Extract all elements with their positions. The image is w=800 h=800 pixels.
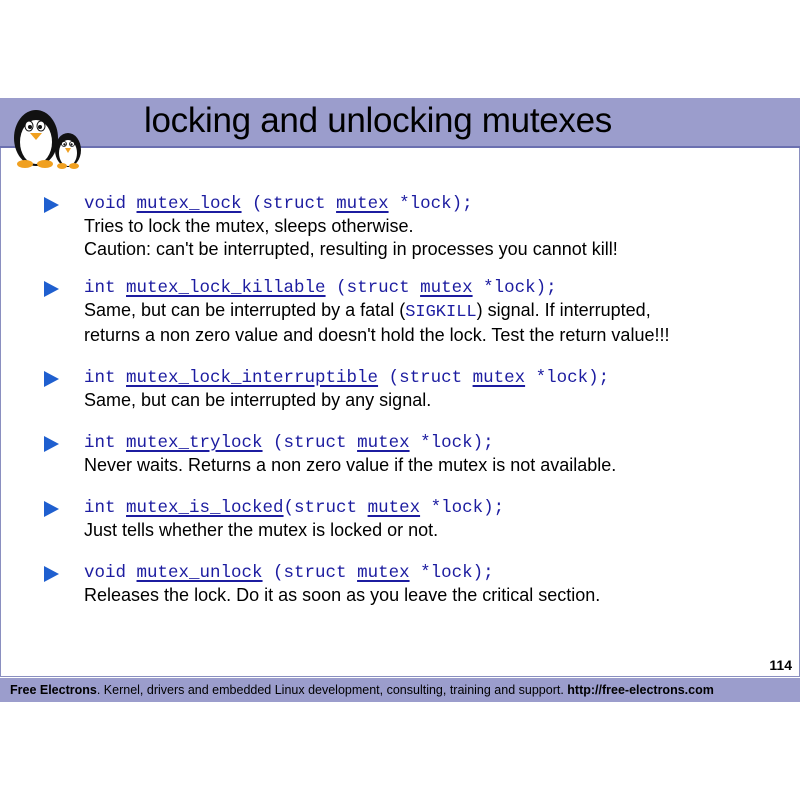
return-type: int [84,498,127,518]
type-link[interactable]: mutex [357,563,410,583]
return-type: void [84,563,137,583]
signature-text: *lock); [420,498,505,518]
description: Tries to lock the mutex, sleeps otherwise. [84,216,414,236]
description: Just tells whether the mutex is locked or not. [84,520,439,540]
signature-text: *lock); [409,563,494,583]
list-item [44,193,784,261]
type-link[interactable]: mutex [420,278,473,298]
function-signature [84,497,784,519]
description [84,299,784,324]
description-text: Same, but can be interrupted by a fatal ( [84,300,406,320]
signature-text: (struct [262,433,358,453]
title-underline [0,146,800,148]
function-link[interactable]: mutex_is_locked [126,498,284,518]
type-link[interactable]: mutex [357,433,410,453]
footer-url[interactable]: http://free-electrons.com [567,683,714,697]
signature-text: (struct [262,563,358,583]
type-link[interactable]: mutex [336,194,389,214]
function-signature [84,367,784,389]
bullet-arrow-icon [44,566,59,582]
function-signature [84,562,784,584]
return-type: int [84,278,127,298]
list-item [44,277,784,347]
footer [0,678,800,702]
penguin-logo-icon [8,100,88,170]
return-type: void [84,194,137,214]
description: Never waits. Returns a non zero value if the mutex is not available. [84,455,617,475]
page-number: 114 [769,657,792,673]
signature-text: (struct [283,498,368,518]
bullet-list [44,193,784,627]
function-link[interactable]: mutex_trylock [126,433,263,453]
function-link[interactable]: mutex_lock_killable [126,278,326,298]
list-item [44,367,784,412]
function-link[interactable]: mutex_unlock [136,563,263,583]
function-link[interactable]: mutex_lock [136,194,242,214]
description: Caution: can't be interrupted, resulting in processes you cannot kill! [84,239,618,259]
signature-text: (struct [378,368,473,388]
function-signature [84,193,784,215]
signature-text: *lock); [525,368,610,388]
signature-text: *lock); [409,433,494,453]
function-link[interactable]: mutex_lock_interruptible [126,368,379,388]
list-item [44,432,784,477]
list-item [44,497,784,542]
bullet-arrow-icon [44,436,59,452]
footer-text: . Kernel, drivers and embedded Linux development, consulting, training and support. [96,683,568,697]
function-signature [84,432,784,454]
signature-text: (struct [241,194,337,214]
return-type: int [84,433,127,453]
description: returns a non zero value and doesn't hold the lock. Test the return value!!! [84,325,670,345]
description-text: ) signal. If interrupted, [476,300,651,320]
return-type: int [84,368,127,388]
signal-name: SIGKILL [405,303,477,322]
signature-text: *lock); [472,278,557,298]
description: Releases the lock. Do it as soon as you leave the critical section. [84,585,601,605]
bullet-arrow-icon [44,197,59,213]
bullet-arrow-icon [44,501,59,517]
slide-title: locking and unlocking mutexes [144,101,612,140]
signature-text: (struct [325,278,421,298]
type-link[interactable]: mutex [472,368,526,388]
signature-text: *lock); [388,194,473,214]
type-link[interactable]: mutex [367,498,421,518]
footer-brand: Free Electrons [10,683,97,697]
list-item [44,562,784,607]
function-signature [84,277,784,299]
bullet-arrow-icon [44,371,59,387]
bullet-arrow-icon [44,281,59,297]
description: Same, but can be interrupted by any signal. [84,390,432,410]
